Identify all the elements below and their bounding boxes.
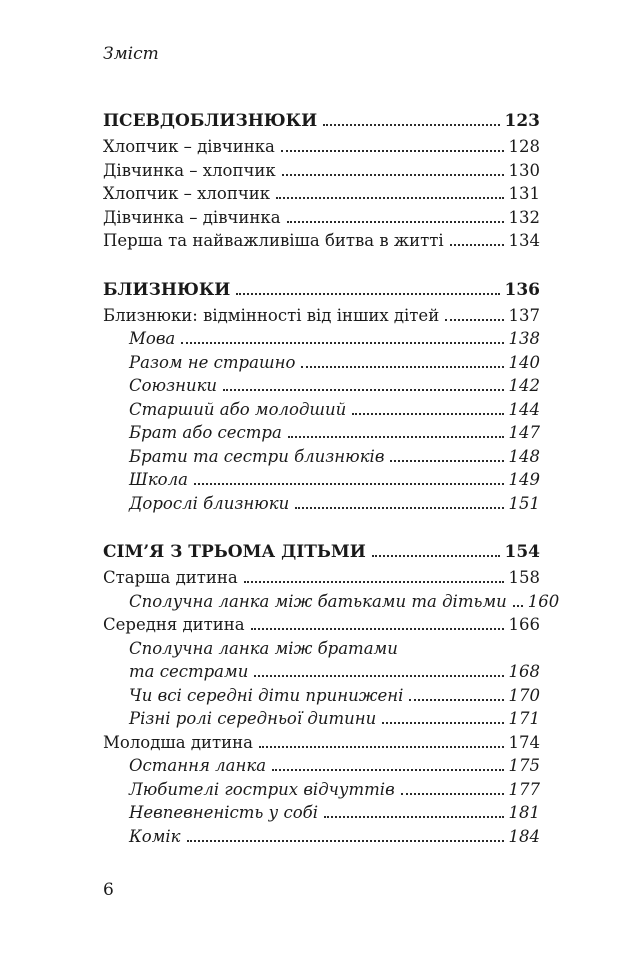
toc-entry-title: Остання ланка	[129, 756, 267, 775]
toc-entry-page: 168	[508, 662, 540, 681]
toc-entry-page: 138	[508, 329, 540, 348]
toc-entry[interactable]	[103, 206, 540, 230]
dot-leader	[323, 124, 499, 126]
toc-heading-title: ПСЕВДОБЛИЗНЮКИ	[103, 111, 318, 131]
toc-subentry[interactable]	[103, 468, 540, 492]
toc-entry-title: Сполучна ланка між батьками та дітьми	[129, 591, 507, 611]
dot-leader	[236, 293, 499, 295]
table-of-contents	[103, 108, 560, 872]
toc-subentry[interactable]	[103, 421, 540, 445]
toc-entry-page: 149	[508, 470, 540, 489]
dot-leader	[259, 746, 504, 748]
dot-leader	[288, 436, 504, 438]
toc-entry-page: 131	[508, 184, 540, 203]
dot-leader	[281, 150, 504, 152]
toc-entry-page: 171	[508, 709, 540, 728]
dot-leader	[251, 628, 504, 630]
toc-entry[interactable]	[103, 731, 540, 755]
toc-entry-title: Перша та найважливіша битва в житті	[103, 231, 444, 250]
toc-entry-page: 158	[508, 568, 540, 587]
toc-entry-page: 144	[508, 399, 540, 419]
dot-leader	[445, 319, 503, 321]
toc-entry-page: 170	[508, 685, 540, 705]
toc-entry-page: 140	[508, 352, 540, 372]
toc-entry[interactable]	[103, 304, 540, 328]
toc-entry-page: 184	[508, 826, 540, 846]
toc-entry-title: Старший або молодший	[129, 399, 347, 419]
toc-entry[interactable]	[103, 229, 540, 253]
toc-subentry[interactable]	[103, 351, 540, 375]
dot-leader	[276, 197, 503, 199]
toc-entry-title: Школа	[129, 470, 188, 489]
toc-subentry[interactable]	[103, 374, 540, 398]
toc-entry-title: Брати та сестри близнюків	[129, 446, 385, 466]
toc-entry-title: Старша дитина	[103, 568, 238, 587]
dot-leader	[352, 413, 503, 415]
dot-leader	[382, 722, 503, 724]
toc-section-heading[interactable]	[103, 539, 540, 566]
toc-entry-title: Невпевненість у собі	[129, 803, 318, 822]
toc-entry-page: 142	[508, 376, 540, 395]
dot-leader	[390, 460, 503, 462]
toc-entry-title: Союзники	[129, 376, 218, 395]
dot-leader	[287, 221, 504, 223]
dot-leader	[409, 699, 503, 701]
toc-subentry[interactable]	[103, 778, 540, 802]
toc-subentry[interactable]	[103, 590, 560, 614]
toc-entry-title: Дівчинка – хлопчик	[103, 160, 276, 180]
toc-section	[103, 539, 560, 848]
toc-subentry[interactable]	[103, 445, 540, 469]
dot-leader	[295, 507, 503, 509]
dot-leader	[223, 389, 503, 391]
dot-leader	[254, 675, 503, 677]
dot-leader	[324, 816, 504, 818]
toc-entry-page: 166	[508, 615, 540, 634]
toc-entry-page: 181	[508, 803, 540, 822]
toc-subentry[interactable]	[103, 492, 540, 516]
toc-section-heading[interactable]	[103, 277, 540, 304]
toc-entry-title: Разом не страшно	[129, 352, 296, 372]
toc-entry-title: Молодша дитина	[103, 732, 253, 752]
toc-entry-page: 128	[508, 137, 540, 156]
toc-entry-page: 134	[508, 231, 540, 250]
toc-entry-title: Близнюки: відмінності від інших дітей	[103, 305, 440, 325]
toc-subentry[interactable]	[103, 637, 540, 661]
toc-entry[interactable]	[103, 182, 540, 206]
toc-entry-page: 148	[508, 446, 540, 466]
toc-subentry[interactable]	[103, 684, 540, 708]
toc-entry-page: 151	[508, 493, 540, 513]
dot-leader	[513, 605, 523, 607]
toc-entry-title: Різні ролі середньої дитини	[129, 709, 377, 728]
toc-subentry[interactable]	[103, 660, 540, 684]
toc-entry-page: 137	[508, 305, 540, 325]
toc-entry-page: 147	[508, 423, 540, 442]
toc-entry-title: Любителі гострих відчуттів	[129, 779, 395, 799]
toc-subentry[interactable]	[103, 801, 540, 825]
toc-entry-title: Дівчинка – дівчинка	[103, 207, 281, 227]
toc-entry-page: 132	[508, 207, 540, 227]
toc-heading-title: БЛИЗНЮКИ	[103, 279, 231, 300]
page-number: 6	[103, 880, 114, 900]
toc-entry-title: Комік	[129, 826, 181, 846]
dot-leader	[282, 174, 504, 176]
dot-leader	[450, 244, 504, 246]
dot-leader	[194, 483, 504, 485]
toc-entry-page: 160	[527, 591, 560, 611]
toc-section	[103, 277, 540, 516]
toc-entry-page: 130	[508, 160, 540, 180]
toc-entry-page: 175	[508, 756, 540, 775]
dot-leader	[181, 342, 503, 344]
toc-entry-title: Хлопчик – хлопчик	[103, 184, 271, 203]
dot-leader	[401, 793, 504, 795]
dot-leader	[301, 366, 503, 368]
toc-entry-title: Середня дитина	[103, 615, 245, 634]
toc-entry-title: Чи всі середні діти принижені	[129, 685, 404, 705]
toc-subentry[interactable]	[103, 398, 540, 422]
toc-heading-page: 123	[504, 111, 540, 131]
toc-subentry[interactable]	[103, 327, 540, 351]
toc-heading-title: СІМ’Я З ТРЬОМА ДІТЬМИ	[103, 542, 366, 562]
toc-heading-page: 136	[504, 279, 540, 300]
toc-entry-title: Мова	[129, 329, 176, 348]
toc-entry-title: та сестрами	[129, 662, 249, 681]
dot-leader	[372, 555, 500, 557]
toc-entry[interactable]	[103, 566, 540, 590]
dot-leader	[187, 840, 504, 842]
toc-entry-page: 177	[508, 779, 540, 799]
toc-section	[103, 108, 540, 253]
toc-subentry[interactable]	[103, 825, 540, 849]
toc-entry-page: 174	[508, 732, 540, 752]
dot-leader	[272, 769, 503, 771]
toc-entry-title: Брат або сестра	[129, 423, 282, 442]
dot-leader	[244, 581, 504, 583]
toc-section-heading[interactable]	[103, 108, 540, 135]
toc-subentry[interactable]	[103, 754, 540, 778]
toc-entry[interactable]	[103, 135, 540, 159]
toc-entry-title: Хлопчик – дівчинка	[103, 137, 275, 156]
toc-subentry[interactable]	[103, 707, 540, 731]
toc-entry-title: Сполучна ланка між братами	[129, 638, 398, 658]
toc-entry[interactable]	[103, 613, 540, 637]
toc-entry[interactable]	[103, 159, 540, 183]
toc-heading-page: 154	[504, 542, 540, 562]
running-head: Зміст	[103, 44, 159, 64]
toc-entry-title: Дорослі близнюки	[129, 493, 290, 513]
